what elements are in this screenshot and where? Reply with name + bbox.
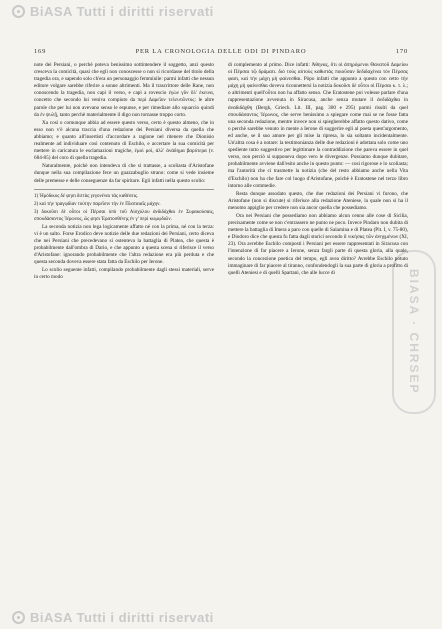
left-paragraph: note dei Persiani, o perchè poteva benissimo sottintendere il soggetto, anzi questo cresceva la comicità, quasi che egli non conoscesse o non si ricordasse del titolo della tragedia ora, e sapendo solo ch'era un personaggio femminile: parmi infatti che nessun editore volgare sarebbe riferire a sonne altrimenti. Ma il trascrittore delle Rane, non conoscendo la tragedia, non capì il verso, e capì a rovescio ἐγὼν γῦν ὄλ' ἐκεινα, concetto che secondo lui veniva compiuto da περὶ Δαρεῖον τελευτῶντος: le altre parole che per lui non avevano senso le espunse, e per rimediare allo squarcio quindi da ἐν ψυλῇ, tanto perchè materialmente il digo non tornasse troppo corto. — [34, 62, 214, 118]
left-paragraph: Xa così o comunque abbia ad essere questo verso, certo è questo almeno, che in esso non v'è alcuna traccia d'una redazione dei Persiani diversa da quella che abbiamo; e quanto all'insertisti d'accordare a ragione nel ritenere che Dionisio realmente ad individuare così contenuto di Eschilo, e accertare la sua comicità per mettere in caricatura le esclamazioni tragiche, ἐμοὶ μοὶ, ἀλλ' ἀνάδημα βαρύτερα (v. 684-85) del coro di quella tragedia. — [34, 119, 214, 162]
footnote: 3) δοκοῦσι δὲ οὗτοι οἱ Πέρσαι ὑπὸ τοῦ Αἰσχύλου ἀνδιδάχθαι ἐν Συρακούσαις, σπουδάσαντος Ἱέρωνος, ὥς φησι Ἐρατοσθένης ἐν γ' περὶ κωμῳδιῶν. — [34, 209, 214, 222]
right-paragraph: Ora nei Persiani che possediamo non abbiamo alcun cenno alle cose di Sicilia, precisamente come se non c'entrassero ne punto ne poco. Invece Pindaro non dubita di mettere la battaglia di Imera a paro con quelle di Salamina e di Platea (Pit. I, v. 75-80), e Diodoro dice che questa fu fatta dagli storici secondo il νικήσας τῶν ἀνηγμένων (XI, 23). Ora avrebbe Eschilo composti i Persiani per essere rappresentati in Siracusa con l'intenzione di far piacere a Ierone, senza fargli parte di questa gloria, alla quale, secondo la concezione poetica del tempo, egli avea diritto? Avrebbe Eschilo potuto immaginare di far piacere al tiranno, confondendogli la sua parte di gloria a profitto di quelli Ateniesi e di quelli Spartani, che alle lucce di — [228, 212, 408, 276]
running-title: PER LA CRONOLOGIA DELLE ODI DI PINDARO — [135, 48, 307, 55]
watermark-top — [12, 4, 214, 19]
running-header — [34, 48, 408, 60]
watermark-bottom — [12, 610, 214, 625]
watermark-text: BiASA Tutti i diritti riservati — [30, 4, 214, 19]
footnotes — [34, 189, 214, 223]
page-number-right: 170 — [395, 48, 408, 55]
left-paragraph: Naturalmente, poichè non intendeva di che si trattasse, a scoliasta d'Aristofane dunque nella sua compilazione fece un guazzabuglio strano: come si vede insieme delle premesse e delle conseguenze da far spiritare. Egli infatti nella questo scolio: — [34, 163, 214, 184]
page-number-left: 169 — [34, 48, 47, 55]
right-paragraph: Resta dunque assodato questo, che due redazioni dei Persiani vi furono, che Aristofane (non si discute) si riferisce alla redazione Ateniese, la quale non si ha il menomo appiglio per credere non sia ancor quella che possediamo. — [228, 190, 408, 211]
left-paragraph: Lo scolio seguente infatti, compilando probabilmente dagli stessi materiali, serve in certo modo — [34, 267, 214, 281]
watermark-text: BiASA Tutti i diritti riservati — [30, 610, 214, 625]
right-column — [228, 62, 408, 610]
left-column — [34, 62, 214, 610]
stamp-text: BIASA · CHRSEP — [407, 269, 421, 395]
left-paragraph: La seconda notizia non lega logicamente affatto né con la prima, né con la terza: vi è un salto. Forse Erodico deve notizie delle due redazioni dei Persiani, certo diceva che nei Persiani che precedevano si ostenteva la battaglia di Platea, che questa è probabilmente dall'ombra di Dario, e che appunto a questa scena si riferisce il verso d'Aristofane: ignorando probabilmente che l'altra redazione era più perduta e che questa seconda doveva essere stata fatta da Eschilo per Ierone. — [34, 223, 214, 266]
footnote: 1) Ἡρόδικος δέ φησι διττὰς γεγονέναι τὰς καθέσεις. — [34, 193, 139, 199]
right-paragraph: di complemento al primo. Dice infatti: Ἀθηνας, ὅτι οἱ ἀπηρόμενοι Θανατοῦ Δαρείου οἱ Πέρσαι τῷ δράματι. διὸ τοὺς αὐτοὺς καθιστὰς ποιοῦσαν δεδιδαχέναι τὸν Πέρσας φασι, καὶ τὴν μάχη μὴ φαίνεσθαι. Pòpo infatti che appunto a questo con cetto τὴν μάχη μὴ φαίνεσθαι doveva riconnettersi la notizia δοκοῦσι δὲ οὗτοι οἱ Πέρσαι κ. τ. λ.; o altrimenti quell'οὗτοι non ha affatto senso. Che Eratostene poi volesse parlare d'una rappresentazione avvenuta in Siracusa, anche senza mutare il ἀνδιδάχθαι in ἀναδιδάχθη (Bergk, Griech. Lit. III, pag. 300 e 295) parmi risulti da quel σπουδάσαντος Ἱέρωνος, che serve benissimo a spiegare come mai se ne fosse fatta una seconda redazione, mentre invece non si spiegherebbe affatto questo dativo, come o perchè sarebbe venuto in mente a Ierone di suggerire egli al poeta quest'argomento, ed anche, se il suo amore per gli mise la ripresa, lo sia soltanto incidentalmente. Un'altra cosa è a notare: la testimonianza delle due redazioni è adottata solo come uno spediente tutto suggestivo per legittimare la contraddizione che pareva essere in quel verso, non perciò si supponeva dopo vero le divergenze. Possiamo dunque dubitare, probabilmente avviene dall'esito anche in questo punto: — cosi rigorose e lo scoliasta; ma l'autorità che ci trasmette la notizia (che del resto abbiamo anche nella Vita d'Eschilo) non ha che fare col luogo d'Aristofane, poichè è Eratostene nel terzo libro intorno alle commedie. — [228, 62, 408, 189]
watermark-logo-icon — [12, 5, 25, 18]
watermark-logo-icon — [12, 611, 25, 624]
footnote: 2) καὶ τὴν τραγῳδίαν τούτην παρεῖσιν τὴν ἐν Πλαταιαῖς μάχην. — [34, 201, 161, 207]
